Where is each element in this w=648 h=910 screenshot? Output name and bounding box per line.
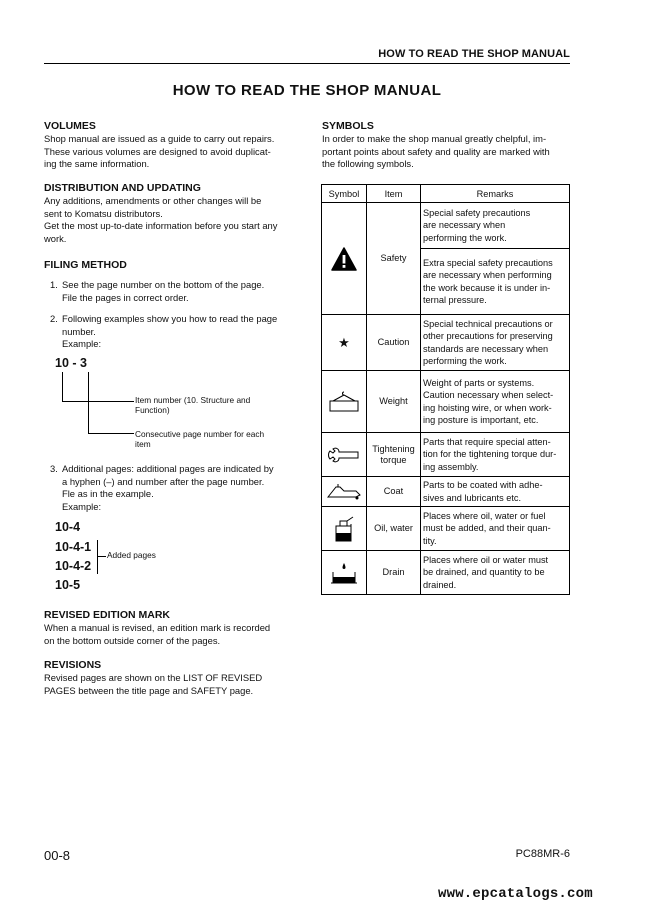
table-row [322,507,570,551]
grease-gun-icon [326,483,362,501]
item-cell: Coat [367,477,421,507]
model-code: PC88MR-6 [515,848,570,860]
symbol-cell [322,203,367,315]
item-cell: Drain [367,551,421,595]
symbol-cell [322,507,367,551]
added-page-code: 10-5 [55,578,81,592]
added-page-code: 10-4 [55,520,81,534]
added-page-code: 10-4-1 [55,540,92,554]
remarks-cell: Places where oil or water must be drained, and quantity to be drained. [421,551,570,595]
drain-icon [330,560,358,586]
page-title: HOW TO READ THE SHOP MANUAL [172,82,442,99]
symbols-heading: SYMBOLS [322,120,374,132]
revised-edition-heading: REVISED EDITION MARK [44,609,171,621]
table-row [322,371,570,433]
header-divider [44,63,570,64]
remarks-cell: Weight of parts or systems. Caution necessary when select- ing hoisting wire, or when work- ing posture is important, etc. [421,371,570,433]
remarks-cell: Special technical precautions or other precautions for preserving standards are necessary when performing the work. [421,315,570,371]
bracket-line [97,540,98,574]
added-page-code: 10-4-2 [55,559,92,573]
table-row [322,433,570,477]
table-row [322,551,570,595]
filing-item-1: 1. See the page number on the bottom of the page. File the pages in correct order. [50,279,265,303]
revisions-text: Revised pages are shown on the LIST OF REVISED PAGES between the title page and SAFETY page. [44,672,263,696]
remarks-cell: Extra special safety precautions are necessary when performing the work because it is under in- ternal pressure. [421,249,570,315]
item-cell: Safety [367,203,421,315]
remarks-cell: Places where oil, water or fuel must be added, and their quan- tity. [421,507,570,551]
page-number-example: 10 - 3 [55,356,87,370]
symbols-table [321,184,570,595]
column-header-symbol: Symbol [322,185,367,203]
leader-line [88,433,134,434]
item-number-note: Item number (10. Structure and Function) [135,395,251,415]
column-header-item: Item [367,185,421,203]
item-cell: Oil, water [367,507,421,551]
column-header-remarks: Remarks [421,185,570,203]
item-cell: Caution [367,315,421,371]
symbol-cell [322,315,367,371]
filing-heading: FILING METHOD [44,259,127,271]
table-row [322,315,570,371]
star-icon: ★ [338,334,350,350]
filing-item-3: 3. Additional pages: additional pages are indicated by a hyphen (–) and number after the page number. Fle as in the example. Example: [50,463,274,512]
warning-triangle-icon [331,247,357,271]
consecutive-number-note: Consecutive page number for each item [135,429,265,449]
distribution-heading: DISTRIBUTION AND UPDATING [44,182,201,194]
table-row [322,203,570,249]
leader-line [62,372,63,402]
oil-can-icon [332,515,356,543]
symbol-cell [322,433,367,477]
remarks-cell: Special safety precautions are necessary when performing the work. [421,203,570,249]
watermark-url: www.epcatalogs.com [438,886,593,902]
leader-line [62,401,134,402]
page-number: 00-8 [44,848,71,863]
filing-item-2: 2. Following examples show you how to read the page number. Example: [50,313,278,350]
remarks-cell: Parts to be coated with adhe- sives and lubricants etc. [421,477,570,507]
table-header-row [322,185,570,203]
remarks-cell: Parts that require special atten- tion for the tightening torque dur- ing assembly. [421,433,570,477]
revisions-heading: REVISIONS [44,659,102,671]
table-row [322,477,570,507]
symbols-intro: In order to make the shop manual greatly chelpful, im- portant points about safety and quality are marked with the following symbols. [322,133,550,170]
weight-icon [328,390,360,414]
volumes-text: Shop manual are issued as a guide to carry out repairs. These various volumes are designed to avoid duplicat- ing the same information. [44,133,275,170]
item-cell: Tightening torque [367,433,421,477]
symbol-cell [322,477,367,507]
running-header-title: HOW TO READ THE SHOP MANUAL [378,48,570,60]
volumes-heading: VOLUMES [44,120,96,132]
wrench-icon [327,445,361,465]
added-pages-label: Added pages [107,550,156,560]
item-cell: Weight [367,371,421,433]
distribution-text: Any additions, amendments or other changes will be sent to Komatsu distributors. Get the most up-to-date information before you start any work. [44,195,278,244]
bracket-line [97,556,106,557]
symbol-cell [322,551,367,595]
leader-line [88,372,89,434]
revised-edition-text: When a manual is revised, an edition mark is recorded on the bottom outside corner of the pages. [44,622,271,646]
symbol-cell [322,371,367,433]
